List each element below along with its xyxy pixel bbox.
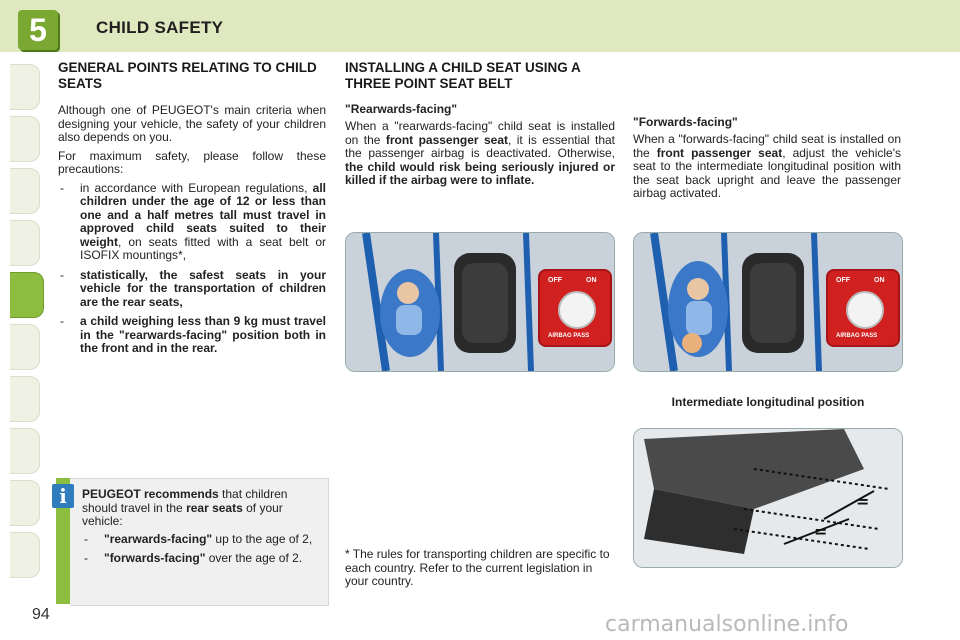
fwd-text: When a "forwards-facing" child seat is installed on the: [633, 132, 901, 160]
precaution-item: [58, 269, 326, 310]
airbag-off-label: OFF: [548, 277, 562, 284]
general-points-section: [58, 60, 326, 362]
svg-text:=: =: [814, 522, 828, 541]
airbag-off-label: OFF: [836, 277, 850, 284]
footnote: * The rules for transporting children are specific to each country. Refer to the current legislation in your country.: [345, 547, 610, 588]
recommend-item-bold: "forwards-facing": [104, 551, 206, 565]
chapter-tab-9[interactable]: [10, 480, 40, 526]
rear-text: When a "rearwards-facing" child seat is installed on the: [345, 119, 615, 147]
forwards-seat-illustration: [633, 232, 903, 372]
recommend-item-bold: "rearwards-facing": [104, 531, 213, 546]
svg-text:=: =: [856, 492, 870, 511]
chapter-tab-5-active[interactable]: [10, 272, 44, 318]
precaution-bold: a child weighing less than 9 kg must travel in the "rearwards-facing" position both in the front and in the rear.: [80, 314, 326, 355]
recommend-text: that children should travel in the: [82, 487, 288, 515]
general-para-1: Although one of PEUGEOT's main criteria when designing your vehicle, the safety of your children also depends on you.: [58, 103, 326, 144]
chapter-tab-6[interactable]: [10, 324, 40, 370]
forwards-section: [633, 115, 901, 201]
installing-section: [345, 60, 615, 188]
precaution-bold: all children under the age of 12 or less than one and a half metres tall must travel in approved child seats suited to their weight: [80, 180, 326, 249]
installing-heading: INSTALLING A CHILD SEAT USING A THREE POINT SEAT BELT: [345, 60, 581, 91]
rear-bold: front passenger seat: [385, 132, 509, 147]
seat-rail-illustration: [634, 429, 902, 567]
recommend-item: [82, 533, 322, 547]
airbag-pass-label: AIRBAG PASS: [548, 333, 590, 339]
airbag-dial-icon: [846, 291, 884, 329]
chapter-tabs: [10, 64, 40, 584]
fwd-bold: front passenger seat: [656, 145, 783, 160]
forwards-title: "Forwards-facing": [633, 115, 738, 129]
airbag-switch-on: [826, 269, 900, 347]
precaution-item: [58, 182, 326, 263]
seat-position-illustration: [633, 428, 903, 568]
chapter-tab-7[interactable]: [10, 376, 40, 422]
chapter-tab-10[interactable]: [10, 532, 40, 578]
chapter-tab-4[interactable]: [10, 220, 40, 266]
airbag-pass-label: AIRBAG PASS: [836, 333, 878, 339]
rearwards-seat-illustration: [345, 232, 615, 372]
precaution-item: [58, 315, 326, 356]
recommend-tail: of your vehicle:: [82, 500, 283, 528]
forwards-text: [633, 133, 901, 201]
chapter-tab-8[interactable]: [10, 428, 40, 474]
airbag-on-label: ON: [874, 277, 885, 284]
info-icon: i: [52, 484, 74, 508]
precaution-text: in accordance with European regulations,: [80, 180, 313, 195]
watermark: carmanualsonline.info: [605, 612, 849, 637]
airbag-switch-off: [538, 269, 612, 347]
rear-text: , it is essential that the passenger airbag is deactivated. Otherwise,: [345, 132, 615, 160]
chapter-tab-1[interactable]: [10, 64, 40, 110]
chapter-tab-3[interactable]: [10, 168, 40, 214]
recommend-item-text: over the age of 2.: [205, 551, 303, 565]
precaution-text: , on seats fitted with a seat belt or ISOFIX mountings*,: [80, 234, 326, 262]
rearwards-title: "Rearwards-facing": [345, 102, 458, 116]
page-number: 94: [32, 606, 50, 623]
general-para-2: For maximum safety, please follow these precautions:: [58, 148, 326, 176]
airbag-on-label: ON: [586, 277, 597, 284]
precaution-bold: statistically, the safest seats in your vehicle for the transportation of children are the rear seats,: [80, 267, 326, 309]
recommend-lead: PEUGEOT recommends: [82, 487, 219, 501]
seat-position-caption: Intermediate longitudinal position: [671, 395, 865, 409]
general-heading: GENERAL POINTS RELATING TO CHILD SEATS: [58, 60, 317, 91]
page-title: CHILD SAFETY: [96, 18, 224, 37]
fwd-text: , adjust the vehicle's seat to the intermediate longitudinal position with the seat back upright and leave the passenger airbag activated.: [633, 145, 902, 200]
chapter-number-badge: 5: [18, 10, 58, 50]
rear-warning: the child would risk being seriously injured or killed if the airbag were to inflate.: [345, 159, 615, 187]
chapter-tab-2[interactable]: [10, 116, 40, 162]
recommend-item: [82, 552, 322, 566]
recommendation-text: [82, 488, 322, 572]
airbag-dial-icon: [558, 291, 596, 329]
recommend-item-text: up to the age of 2,: [212, 531, 313, 546]
rear-seats-emphasis: rear seats: [186, 500, 243, 515]
rearwards-text: [345, 120, 615, 188]
